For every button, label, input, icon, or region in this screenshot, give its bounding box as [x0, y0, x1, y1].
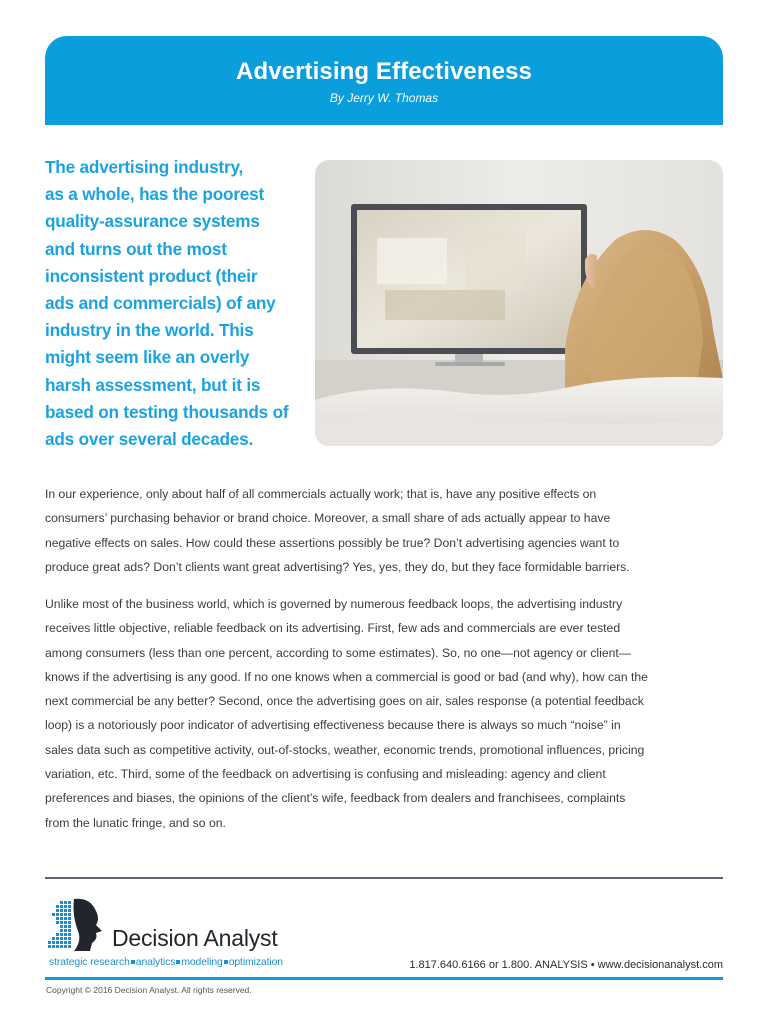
paragraph-2 — [45, 592, 725, 835]
pull-quote-line: inconsistent product (their — [45, 265, 258, 286]
footer-accent-bar — [45, 977, 723, 980]
paragraph-line: receives little objective, reliable feedback on its advertising. First, few ads and commercials are ever tested — [45, 621, 621, 636]
tagline-item: analytics — [135, 957, 176, 968]
article-byline: By Jerry W. Thomas — [329, 91, 439, 105]
contact-info: 1.817.640.6166 or 1.800. ANALYSIS • www.decisionanalyst.com — [409, 959, 723, 971]
tagline-item: optimization — [228, 957, 283, 968]
paragraph-line: next commercial be any better? Second, once the advertising goes on air, sales response (a potential feedback — [45, 694, 644, 709]
pull-quote-line: as a whole, has the poorest — [45, 184, 265, 205]
paragraph-line: negative effects on sales. How could these assertions possibly be true? Don’t advertising agencies want to — [45, 535, 620, 550]
tagline-item: strategic research — [49, 957, 130, 968]
pull-quote-line: based on testing thousands of — [45, 401, 289, 422]
paragraph-line: knows if the advertising is any good. If no one knows when a commercial is good or bad (and why), how can the — [45, 669, 648, 684]
article-header — [45, 36, 723, 125]
pull-quote-line: industry in the world. This — [45, 320, 254, 341]
paragraph-line: among consumers (less than one percent, according to some estimates). So, no one—not agency or client— — [45, 645, 631, 660]
woman-watching-tv-photo — [315, 160, 723, 446]
pull-quote-line: The advertising industry, — [45, 157, 244, 177]
pull-quote-line: quality-assurance systems — [45, 211, 260, 232]
square-bullet-icon — [176, 960, 180, 964]
paragraph-line: sales data such as competitive activity, out-of-stocks, weather, economic trends, promotional influences, pricing — [45, 742, 645, 757]
paragraph-line: loop) is a notoriously poor indicator of advertising effectiveness because there is always so much “noise” in — [45, 718, 621, 733]
pull-quote-line: ads and commercials) of any — [45, 293, 276, 314]
faces-profile-icon — [46, 895, 116, 957]
pull-quote-line: and turns out the most — [45, 238, 227, 259]
footer-divider — [45, 877, 723, 879]
paragraph-line: variation, etc. Third, some of the feedback on advertising is confusing and misleading: agency and client — [45, 767, 606, 782]
article-title: Advertising Effectiveness — [236, 58, 532, 85]
tagline-item: modeling — [181, 957, 223, 968]
pull-quote-line: harsh assessment, but it is — [45, 374, 261, 395]
decision-analyst-logo — [46, 895, 316, 975]
paragraph-line: from the lunatic fringe, and so on. — [45, 815, 226, 830]
logo-wordmark: Decision Analyst — [112, 925, 278, 951]
paragraph-1 — [45, 482, 725, 579]
pull-quote-line: ads over several decades. — [45, 429, 254, 450]
paragraph-line: Unlike most of the business world, which is governed by numerous feedback loops, the advertising industry — [45, 597, 623, 611]
pull-quote-line: might seem like an overly — [45, 347, 250, 368]
paragraph-line: preferences and biases, the opinions of the client’s wife, feedback from dealers and franchisees, complaints — [45, 791, 626, 806]
paragraph-line: In our experience, only about half of all commercials actually work; that is, have any positive effects on — [45, 487, 597, 501]
pull-quote — [45, 154, 307, 453]
paragraph-line: consumers’ purchasing behavior or brand choice. Moreover, a small share of ads actually appear to have — [45, 511, 611, 526]
copyright-notice: Copyright © 2016 Decision Analyst. All rights reserved. — [46, 985, 252, 995]
square-bullet-icon — [224, 960, 228, 964]
paragraph-line: produce great ads? Don’t clients want great advertising? Yes, yes, they do, but they face formidable barriers. — [45, 559, 630, 574]
square-bullet-icon — [131, 960, 135, 964]
logo-tagline — [49, 957, 283, 968]
